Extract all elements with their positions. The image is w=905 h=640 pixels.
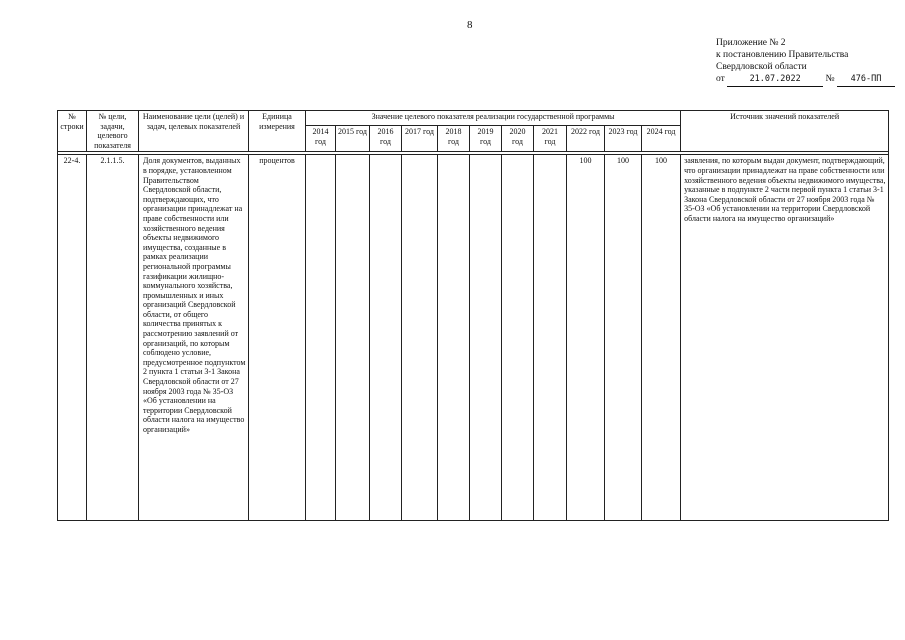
cell-source: заявления, по которым выдан документ, подтверждающий, что организации принадлежат на праве собственности или хозяйственного ведения объекты недвижимого имущества, указанные в подпункте 2 части первой пункта 1 статьи 3-1 Закона Свердловской области от 27 ноября 2003 года № 35-ОЗ «Об установлении на территории Свердловской области налога на имущество организаций»	[681, 155, 889, 521]
appendix-date-number	[716, 73, 895, 87]
header-year: 2020 год	[502, 125, 534, 151]
appendix-decree: к постановлению Правительства	[716, 50, 849, 60]
cell-row-num: 22-4.	[58, 155, 87, 521]
header-values-group: Значение целевого показателя реализации государственной программы	[306, 111, 681, 126]
cell-value-2024: 100	[642, 155, 681, 521]
header-name: Наименование цели (целей) и задач, целевых показателей	[139, 111, 249, 152]
from-label: от	[716, 74, 725, 84]
cell-goal-num: 2.1.1.5.	[87, 155, 139, 521]
header-source: Источник значений показателей	[681, 111, 889, 152]
header-unit: Единица измерения	[249, 111, 306, 152]
header-year: 2024 год	[642, 125, 681, 151]
cell-value-2017	[402, 155, 438, 521]
header-year: 2019 год	[470, 125, 502, 151]
header-year: 2021 год	[534, 125, 567, 151]
appendix-region: Свердловской области	[716, 62, 807, 72]
cell-value-2020	[502, 155, 534, 521]
page-number: 8	[467, 19, 473, 31]
cell-value-2022: 100	[567, 155, 605, 521]
appendix-title: Приложение № 2	[716, 38, 786, 48]
cell-value-2016	[370, 155, 402, 521]
header-goal-num: № цели, задачи, целевого показателя	[87, 111, 139, 152]
indicator-table	[57, 110, 889, 521]
cell-unit: процентов	[249, 155, 306, 521]
decree-number: 476-ПП	[837, 75, 895, 87]
appendix-block	[716, 37, 895, 87]
cell-value-2018	[438, 155, 470, 521]
cell-value-2021	[534, 155, 567, 521]
table-row	[58, 155, 889, 521]
header-year: 2016 год	[370, 125, 402, 151]
decree-date: 21.07.2022	[727, 75, 823, 87]
header-year: 2023 год	[605, 125, 642, 151]
number-label: №	[825, 74, 835, 84]
cell-value-2019	[470, 155, 502, 521]
cell-value-2015	[336, 155, 370, 521]
cell-name: Доля документов, выданных в порядке, установленном Правительством Свердловской области, подтверждающих, что организации принадлежат на праве собственности или хозяйственного ведения объекты недвижимого имущества, созданные в рамках реализации региональной программы газификации жилищно-коммунального хозяйства, промышленных и иных организаций Свердловской области, от общего количества принятых к рассмотрению заявлений от организаций, по которым соблюдено условие, предусмотренное подпунктом 2 пункта 1 статьи 3-1 Закона Свердловской области от 27 ноября 2003 года № 35-ОЗ «Об установлении на территории Свердловской области налога на имущество организаций»	[139, 155, 249, 521]
cell-value-2014	[306, 155, 336, 521]
header-year: 2018 год	[438, 125, 470, 151]
header-year: 2017 год	[402, 125, 438, 151]
header-year: 2014 год	[306, 125, 336, 151]
header-row-num: № строки	[58, 111, 87, 152]
header-year: 2015 год	[336, 125, 370, 151]
header-year: 2022 год	[567, 125, 605, 151]
cell-value-2023: 100	[605, 155, 642, 521]
